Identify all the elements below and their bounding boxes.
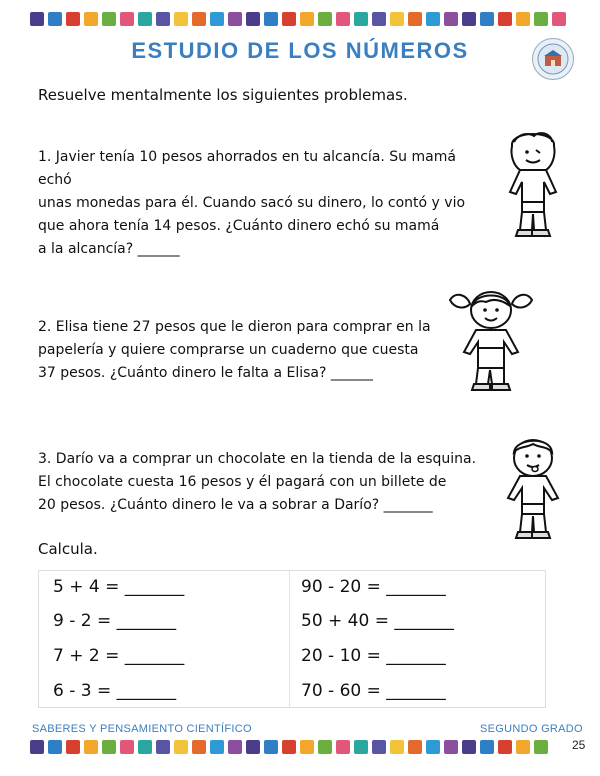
border-square [318,740,332,754]
border-square [174,12,188,26]
border-square [156,12,170,26]
instructions: Resuelve mentalmente los siguientes problemas. [38,86,408,104]
border-square [66,740,80,754]
boy-figure-icon [498,122,568,242]
border-square [516,740,530,754]
border-square [264,12,278,26]
border-square [534,740,548,754]
border-square [30,740,44,754]
border-square [228,740,242,754]
border-square [336,12,350,26]
calc-exercise: 9 - 2 = _______ [53,611,177,631]
border-square [102,740,116,754]
problem-line: unas monedas para él. Cuando sacó su dinero, lo contó y vio [38,195,466,211]
border-square [120,740,134,754]
border-square [318,12,332,26]
border-square [354,740,368,754]
border-square [264,740,278,754]
boy-tongue-figure-icon [500,434,566,546]
border-square [390,12,404,26]
border-square [426,740,440,754]
calc-exercise: 50 + 40 = _______ [301,611,454,631]
calc-heading: Calcula. [38,540,98,558]
page-title: ESTUDIO DE LOS NÚMEROS [131,38,469,63]
border-square [192,740,206,754]
border-square [210,12,224,26]
border-square [210,740,224,754]
problem-line: papelería y quiere comprarse un cuaderno que cuesta [38,342,419,358]
border-square [174,740,188,754]
calc-exercise: 70 - 60 = _______ [301,681,446,701]
border-square [354,12,368,26]
bottom-color-border [30,740,548,754]
border-square [102,12,116,26]
problem-line: 37 pesos. ¿Cuánto dinero le falta a Elisa? ______ [38,365,373,381]
border-square [480,12,494,26]
problem-line: 1. Javier tenía 10 pesos ahorrados en tu alcancía. Su mamá echó [38,149,456,188]
border-square [552,12,566,26]
border-square [156,740,170,754]
border-square [282,740,296,754]
border-square [246,740,260,754]
border-square [372,12,386,26]
border-square [408,740,422,754]
calc-exercise: 6 - 3 = _______ [53,681,177,701]
border-square [498,740,512,754]
calc-exercise: 90 - 20 = _______ [301,577,446,597]
border-square [84,12,98,26]
problem-line: que ahora tenía 14 pesos. ¿Cuánto dinero echó su mamá [38,218,440,234]
border-square [390,740,404,754]
top-color-border [30,12,566,26]
border-square [84,740,98,754]
girl-figure-icon [446,286,536,396]
border-square [444,740,458,754]
calc-divider [289,571,290,707]
problem-line: 2. Elisa tiene 27 pesos que le dieron para comprar en la [38,319,431,335]
problem-3 [38,448,478,517]
border-square [192,12,206,26]
footer-grade: SEGUNDO GRADO [480,723,583,735]
border-square [336,740,350,754]
border-square [138,740,152,754]
problem-1 [38,146,468,261]
problem-2 [38,316,448,385]
border-square [282,12,296,26]
border-square [408,12,422,26]
border-square [372,740,386,754]
border-square [462,740,476,754]
border-square [480,740,494,754]
border-square [48,740,62,754]
problem-line: a la alcancía? ______ [38,241,180,257]
border-square [66,12,80,26]
border-square [48,12,62,26]
border-square [534,12,548,26]
border-square [444,12,458,26]
school-logo-icon [532,38,574,80]
border-square [462,12,476,26]
border-square [498,12,512,26]
border-square [300,740,314,754]
border-square [138,12,152,26]
border-square [426,12,440,26]
border-square [30,12,44,26]
problem-line: El chocolate cuesta 16 pesos y él pagará con un billete de [38,474,447,490]
calc-exercise: 20 - 10 = _______ [301,646,446,666]
border-square [516,12,530,26]
footer-subject: SABERES Y PENSAMIENTO CIENTÍFICO [32,723,252,735]
border-square [246,12,260,26]
calc-exercise: 5 + 4 = _______ [53,577,185,597]
border-square [300,12,314,26]
calc-grid [38,570,546,708]
calc-exercise: 7 + 2 = _______ [53,646,185,666]
problem-line: 20 pesos. ¿Cuánto dinero le va a sobrar a Darío? _______ [38,497,433,513]
border-square [228,12,242,26]
border-square [120,12,134,26]
page-number: 25 [572,738,586,752]
problem-line: 3. Darío va a comprar un chocolate en la tienda de la esquina. [38,451,477,467]
